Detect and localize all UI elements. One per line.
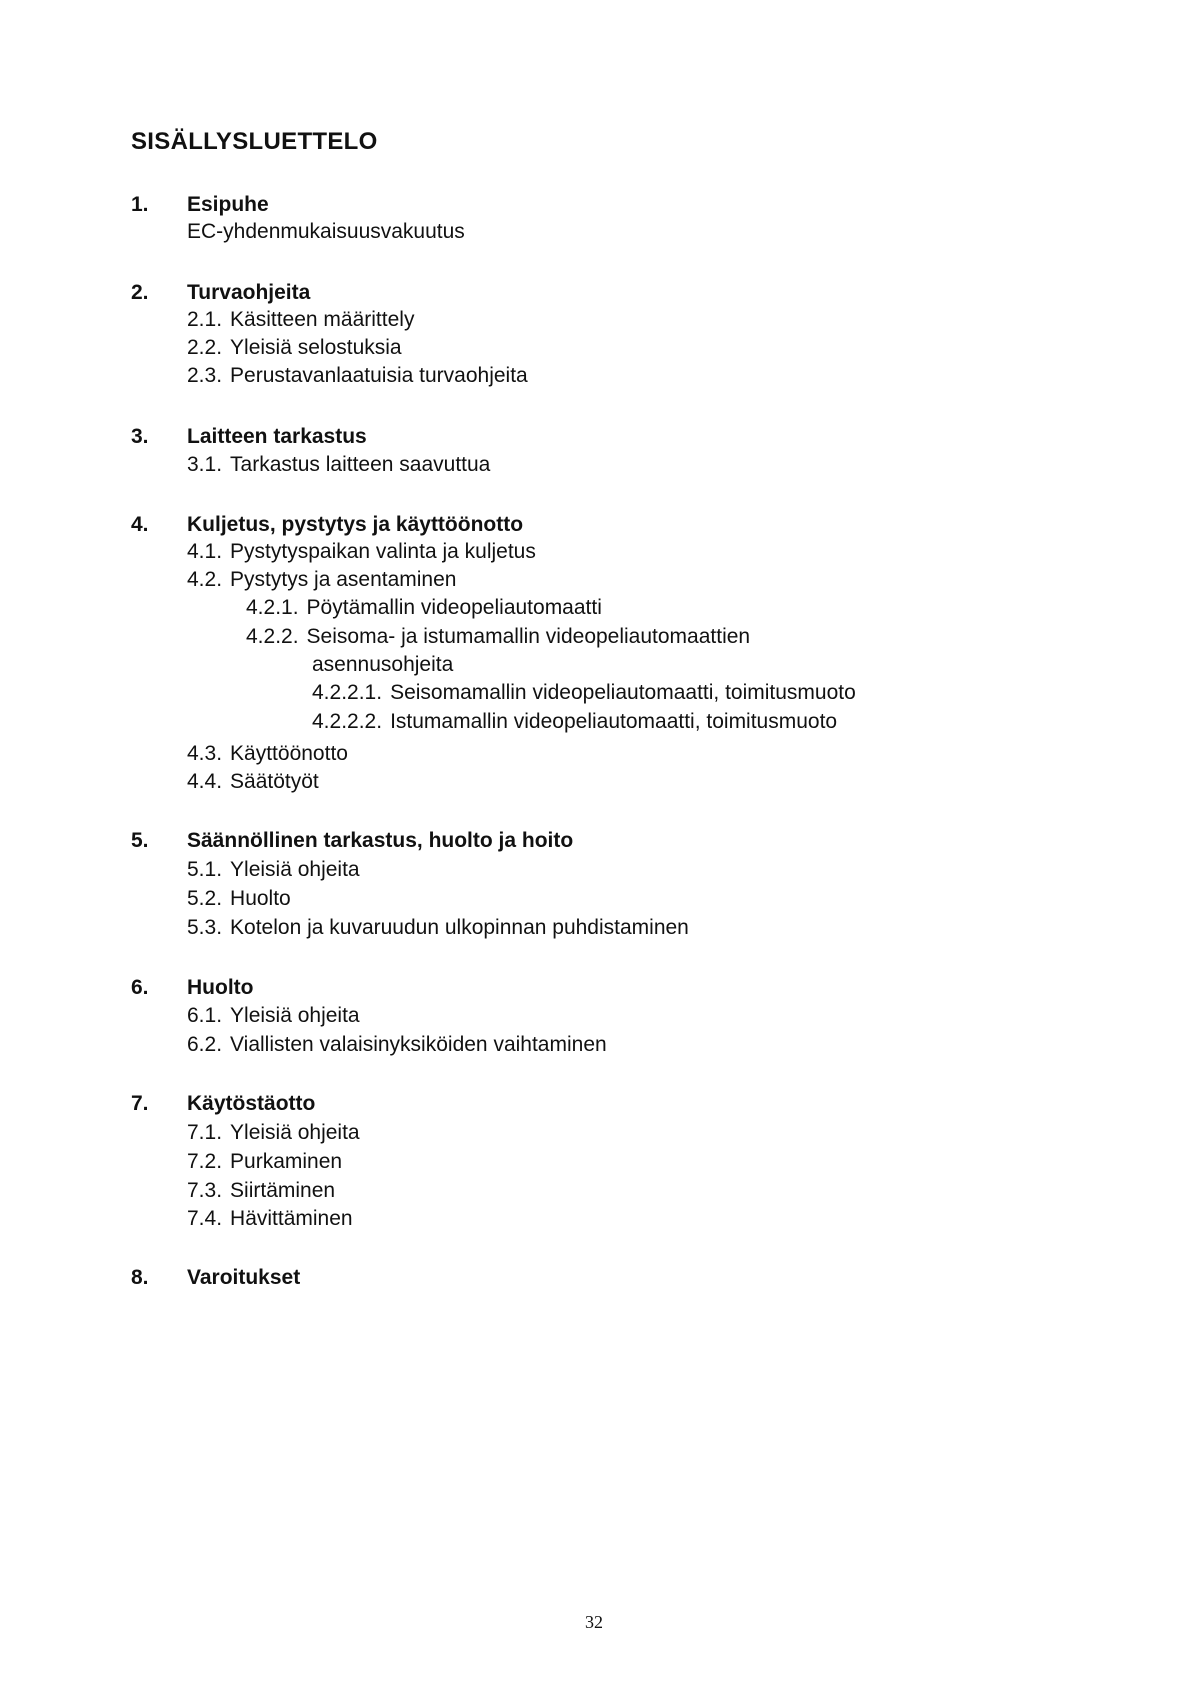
toc-section-5[interactable] bbox=[131, 828, 573, 854]
entry-number: 4.2.1. bbox=[246, 596, 299, 619]
section-number: 8. bbox=[131, 1266, 149, 1289]
section-number: 2. bbox=[131, 281, 149, 304]
section-number: 5. bbox=[131, 829, 149, 852]
entry-text: Siirtäminen bbox=[230, 1179, 336, 1202]
toc-section-2[interactable] bbox=[131, 280, 310, 306]
entry-number: 4.2.2.2. bbox=[312, 710, 383, 733]
toc-entry-4-2[interactable] bbox=[187, 567, 456, 593]
entry-number: 7.1. bbox=[187, 1121, 223, 1144]
toc-entry-7-3[interactable] bbox=[187, 1178, 335, 1204]
entry-text: Pystytyspaikan valinta ja kuljetus bbox=[230, 540, 536, 563]
entry-text: Purkaminen bbox=[230, 1150, 343, 1173]
entry-text: Perustavanlaatuisia turvaohjeita bbox=[230, 364, 528, 387]
entry-number: 5.2. bbox=[187, 887, 223, 910]
entry-text: Hävittäminen bbox=[230, 1207, 353, 1230]
entry-number: 6.1. bbox=[187, 1004, 223, 1027]
entry-number: 6.2. bbox=[187, 1033, 223, 1056]
entry-number: 7.2. bbox=[187, 1150, 223, 1173]
entry-number: 4.2. bbox=[187, 568, 223, 591]
entry-text: Pystytys ja asentaminen bbox=[230, 568, 457, 591]
toc-entry-7-2[interactable] bbox=[187, 1149, 342, 1175]
toc-entry-6-1[interactable] bbox=[187, 1003, 360, 1029]
entry-text: EC-yhdenmukaisuusvakuutus bbox=[187, 220, 465, 243]
entry-text: Kotelon ja kuvaruudun ulkopinnan puhdistaminen bbox=[230, 916, 689, 939]
section-title: Huolto bbox=[187, 976, 254, 999]
entry-number: 4.2.2. bbox=[246, 625, 299, 648]
entry-text: Pöytämallin videopeliautomaatti bbox=[306, 596, 602, 619]
entry-number: 4.4. bbox=[187, 770, 223, 793]
entry-number: 5.1. bbox=[187, 858, 223, 881]
toc-entry-ec[interactable] bbox=[187, 219, 465, 245]
section-title: Kuljetus, pystytys ja käyttöönotto bbox=[187, 513, 524, 536]
entry-text: asennusohjeita bbox=[312, 653, 454, 676]
section-number: 1. bbox=[131, 193, 149, 216]
entry-text: Yleisiä ohjeita bbox=[230, 1004, 360, 1027]
entry-number: 3.1. bbox=[187, 453, 223, 476]
toc-section-4[interactable] bbox=[131, 512, 523, 538]
toc-section-8[interactable] bbox=[131, 1265, 300, 1291]
entry-number: 2.1. bbox=[187, 308, 223, 331]
entry-number: 5.3. bbox=[187, 916, 223, 939]
section-number: 4. bbox=[131, 513, 149, 536]
entry-number: 2.3. bbox=[187, 364, 223, 387]
toc-section-1[interactable] bbox=[131, 192, 269, 218]
section-number: 7. bbox=[131, 1092, 149, 1115]
section-title: Turvaohjeita bbox=[187, 281, 311, 304]
toc-entry-2-2[interactable] bbox=[187, 335, 402, 361]
entry-number: 4.3. bbox=[187, 742, 223, 765]
entry-text: Yleisiä selostuksia bbox=[230, 336, 402, 359]
toc-entry-4-2-2-cont[interactable] bbox=[312, 652, 453, 678]
toc-entry-4-1[interactable] bbox=[187, 539, 536, 565]
toc-entry-4-2-2[interactable] bbox=[246, 624, 750, 650]
entry-text: Käsitteen määrittely bbox=[230, 308, 415, 331]
entry-text: Käyttöönotto bbox=[230, 742, 348, 765]
toc-entry-6-2[interactable] bbox=[187, 1032, 607, 1058]
toc-section-3[interactable] bbox=[131, 424, 367, 450]
entry-text: Yleisiä ohjeita bbox=[230, 858, 360, 881]
entry-text: Säätötyöt bbox=[230, 770, 319, 793]
entry-text: Yleisiä ohjeita bbox=[230, 1121, 360, 1144]
section-number: 6. bbox=[131, 976, 149, 999]
toc-entry-2-1[interactable] bbox=[187, 307, 414, 333]
section-number: 3. bbox=[131, 425, 149, 448]
entry-text: Seisomamallin videopeliautomaatti, toimitusmuoto bbox=[390, 681, 856, 704]
entry-number: 4.2.2.1. bbox=[312, 681, 383, 704]
toc-entry-4-3[interactable] bbox=[187, 741, 348, 767]
toc-entry-7-4[interactable] bbox=[187, 1206, 353, 1232]
section-title: Esipuhe bbox=[187, 193, 269, 216]
section-title: Varoitukset bbox=[187, 1266, 301, 1289]
toc-entry-5-3[interactable] bbox=[187, 915, 689, 941]
section-title: Käytöstäotto bbox=[187, 1092, 316, 1115]
toc-entry-4-2-2-1[interactable] bbox=[312, 680, 856, 706]
toc-entry-5-1[interactable] bbox=[187, 857, 360, 883]
section-title: Säännöllinen tarkastus, huolto ja hoito bbox=[187, 829, 574, 852]
page-number: 32 bbox=[585, 1612, 603, 1632]
entry-text: Tarkastus laitteen saavuttua bbox=[230, 453, 491, 476]
toc-entry-7-1[interactable] bbox=[187, 1120, 360, 1146]
entry-text: Viallisten valaisinyksiköiden vaihtaminen bbox=[230, 1033, 607, 1056]
toc-entry-4-2-1[interactable] bbox=[246, 595, 602, 621]
toc-entry-2-3[interactable] bbox=[187, 363, 528, 389]
entry-number: 7.3. bbox=[187, 1179, 223, 1202]
page-title: SISÄLLYSLUETTELO bbox=[131, 128, 378, 155]
entry-text: Huolto bbox=[230, 887, 291, 910]
entry-number: 7.4. bbox=[187, 1207, 223, 1230]
toc-section-6[interactable] bbox=[131, 975, 253, 1001]
section-title: Laitteen tarkastus bbox=[187, 425, 367, 448]
entry-number: 2.2. bbox=[187, 336, 223, 359]
toc-entry-3-1[interactable] bbox=[187, 452, 490, 478]
entry-text: Istumamallin videopeliautomaatti, toimitusmuoto bbox=[390, 710, 838, 733]
toc-entry-5-2[interactable] bbox=[187, 886, 291, 912]
toc-entry-4-4[interactable] bbox=[187, 769, 319, 795]
toc-entry-4-2-2-2[interactable] bbox=[312, 709, 837, 735]
entry-text: Seisoma- ja istumamallin videopeliautomaattien bbox=[306, 625, 751, 648]
entry-number: 4.1. bbox=[187, 540, 223, 563]
toc-section-7[interactable] bbox=[131, 1091, 315, 1117]
